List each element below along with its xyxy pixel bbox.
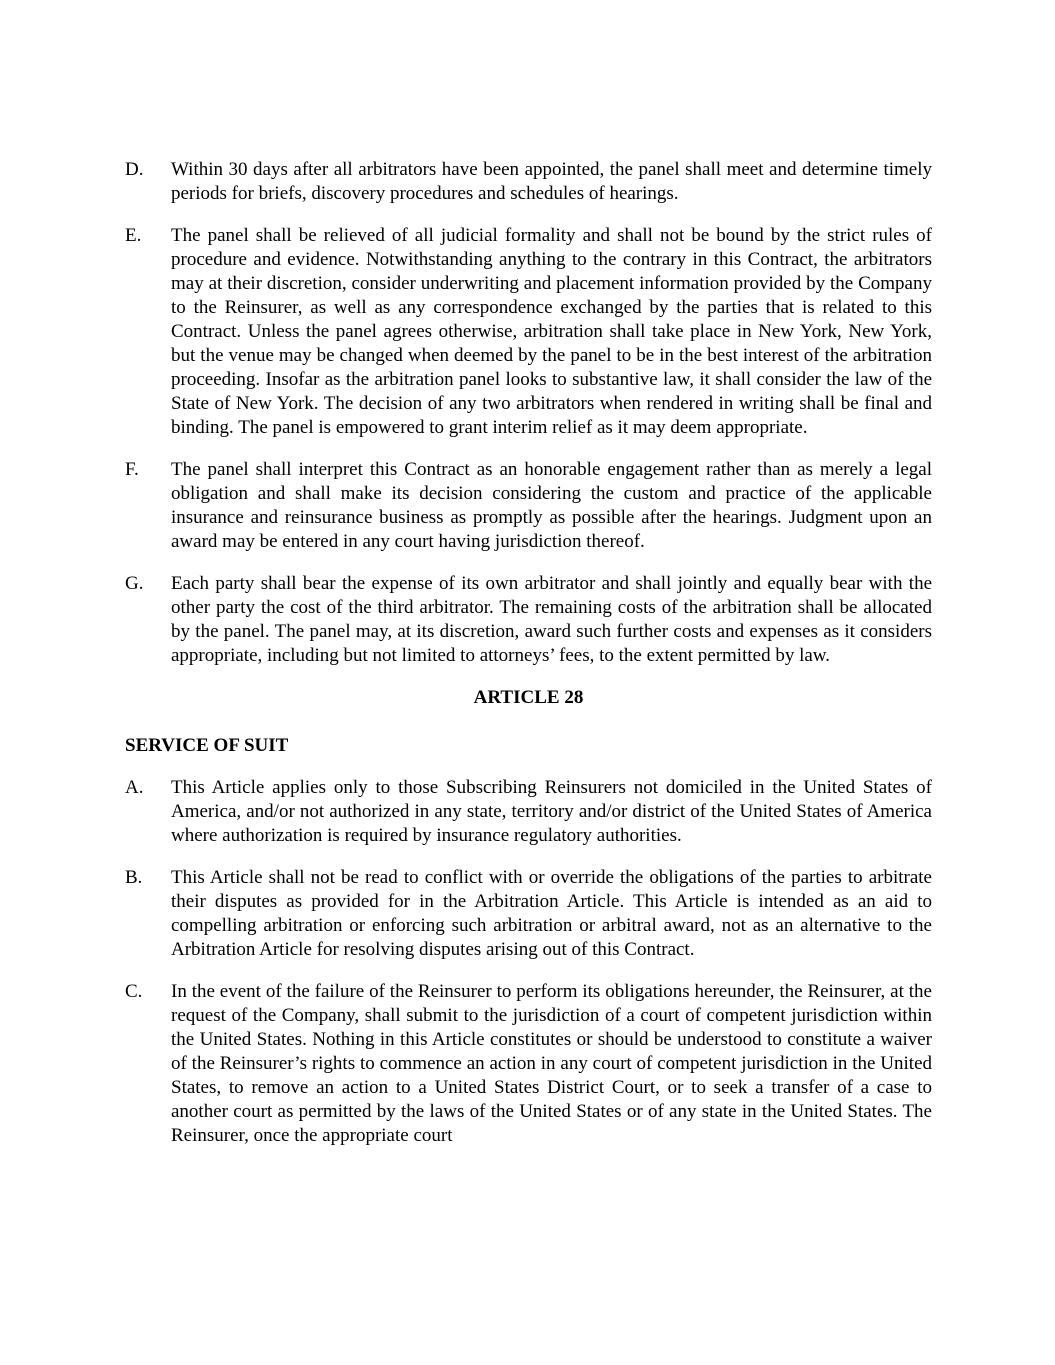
item-text: The panel shall be relieved of all judicial formality and shall not be bound by the strict rules of procedure and evidence. Notwithstanding anything to the contrary in this Contract, the arbitrators may at their discretion, consider underwriting and placement information provided by the Company to the Reinsurer, as well as any correspondence exchanged by the parties that is related to this Contract. Unless the panel agrees otherwise, arbitration shall take place in New York, New York, but the venue may be changed when deemed by the panel to be in the best interest of the arbitration proceeding. Insofar as the arbitration panel looks to substantive law, it shall consider the law of the State of New York. The decision of any two arbitrators when rendered in writing shall be final and binding. The panel is empowered to grant interim relief as it may deem appropriate. bbox=[171, 225, 932, 438]
item-label: C. bbox=[125, 981, 143, 1002]
item-label: F. bbox=[125, 459, 139, 480]
item-text: Within 30 days after all arbitrators have been appointed, the panel shall meet and determine timely periods for briefs, discovery procedures and schedules of hearings. bbox=[171, 159, 932, 204]
service-item-c bbox=[125, 980, 932, 1148]
item-text: This Article shall not be read to conflict with or override the obligations of the parties to arbitrate their disputes as provided for in the Arbitration Article. This Article is intended as an aid to compelling arbitration or enforcing such arbitration or arbitral award, not as an alternative to the Arbitration Article for resolving disputes arising out of this Contract. bbox=[171, 867, 932, 960]
article-heading: ARTICLE 28 bbox=[473, 687, 584, 708]
item-label: E. bbox=[125, 225, 142, 246]
arbitration-item-e bbox=[125, 224, 932, 440]
service-item-a bbox=[125, 776, 932, 848]
item-text: In the event of the failure of the Reinsurer to perform its obligations hereunder, the Reinsurer, at the request of the Company, shall submit to the jurisdiction of a court of competent jurisdiction within the United States. Nothing in this Article constitutes or should be understood to constitute a waiver of the Reinsurer’s rights to commence an action in any court of competent jurisdiction in the United States, to remove an action to a United States District Court, or to seek a transfer of a case to another court as permitted by the laws of the United States or of any state in the United States. The Reinsurer, once the appropriate court bbox=[171, 981, 932, 1146]
item-label: G. bbox=[125, 573, 144, 594]
item-text: This Article applies only to those Subscribing Reinsurers not domiciled in the United States of America, and/or not authorized in any state, territory and/or district of the United States of America where authorization is required by insurance regulatory authorities. bbox=[171, 777, 932, 846]
item-text: Each party shall bear the expense of its own arbitrator and shall jointly and equally bear with the other party the cost of the third arbitrator. The remaining costs of the arbitration shall be allocated by the panel. The panel may, at its discretion, award such further costs and expenses as it considers appropriate, including but not limited to attorneys’ fees, to the extent permitted by law. bbox=[171, 573, 932, 666]
item-label: B. bbox=[125, 867, 143, 888]
item-label: D. bbox=[125, 159, 144, 180]
arbitration-item-d bbox=[125, 158, 932, 206]
page-content bbox=[125, 158, 932, 1166]
item-label: A. bbox=[125, 777, 144, 798]
item-text: The panel shall interpret this Contract as an honorable engagement rather than as merely a legal obligation and shall make its decision considering the custom and practice of the applicable insurance and reinsurance business as promptly as possible after the hearings. Judgment upon an award may be entered in any court having jurisdiction thereof. bbox=[171, 459, 932, 552]
section-title: SERVICE OF SUIT bbox=[125, 735, 289, 756]
arbitration-item-g bbox=[125, 572, 932, 668]
arbitration-item-f bbox=[125, 458, 932, 554]
service-item-b bbox=[125, 866, 932, 962]
